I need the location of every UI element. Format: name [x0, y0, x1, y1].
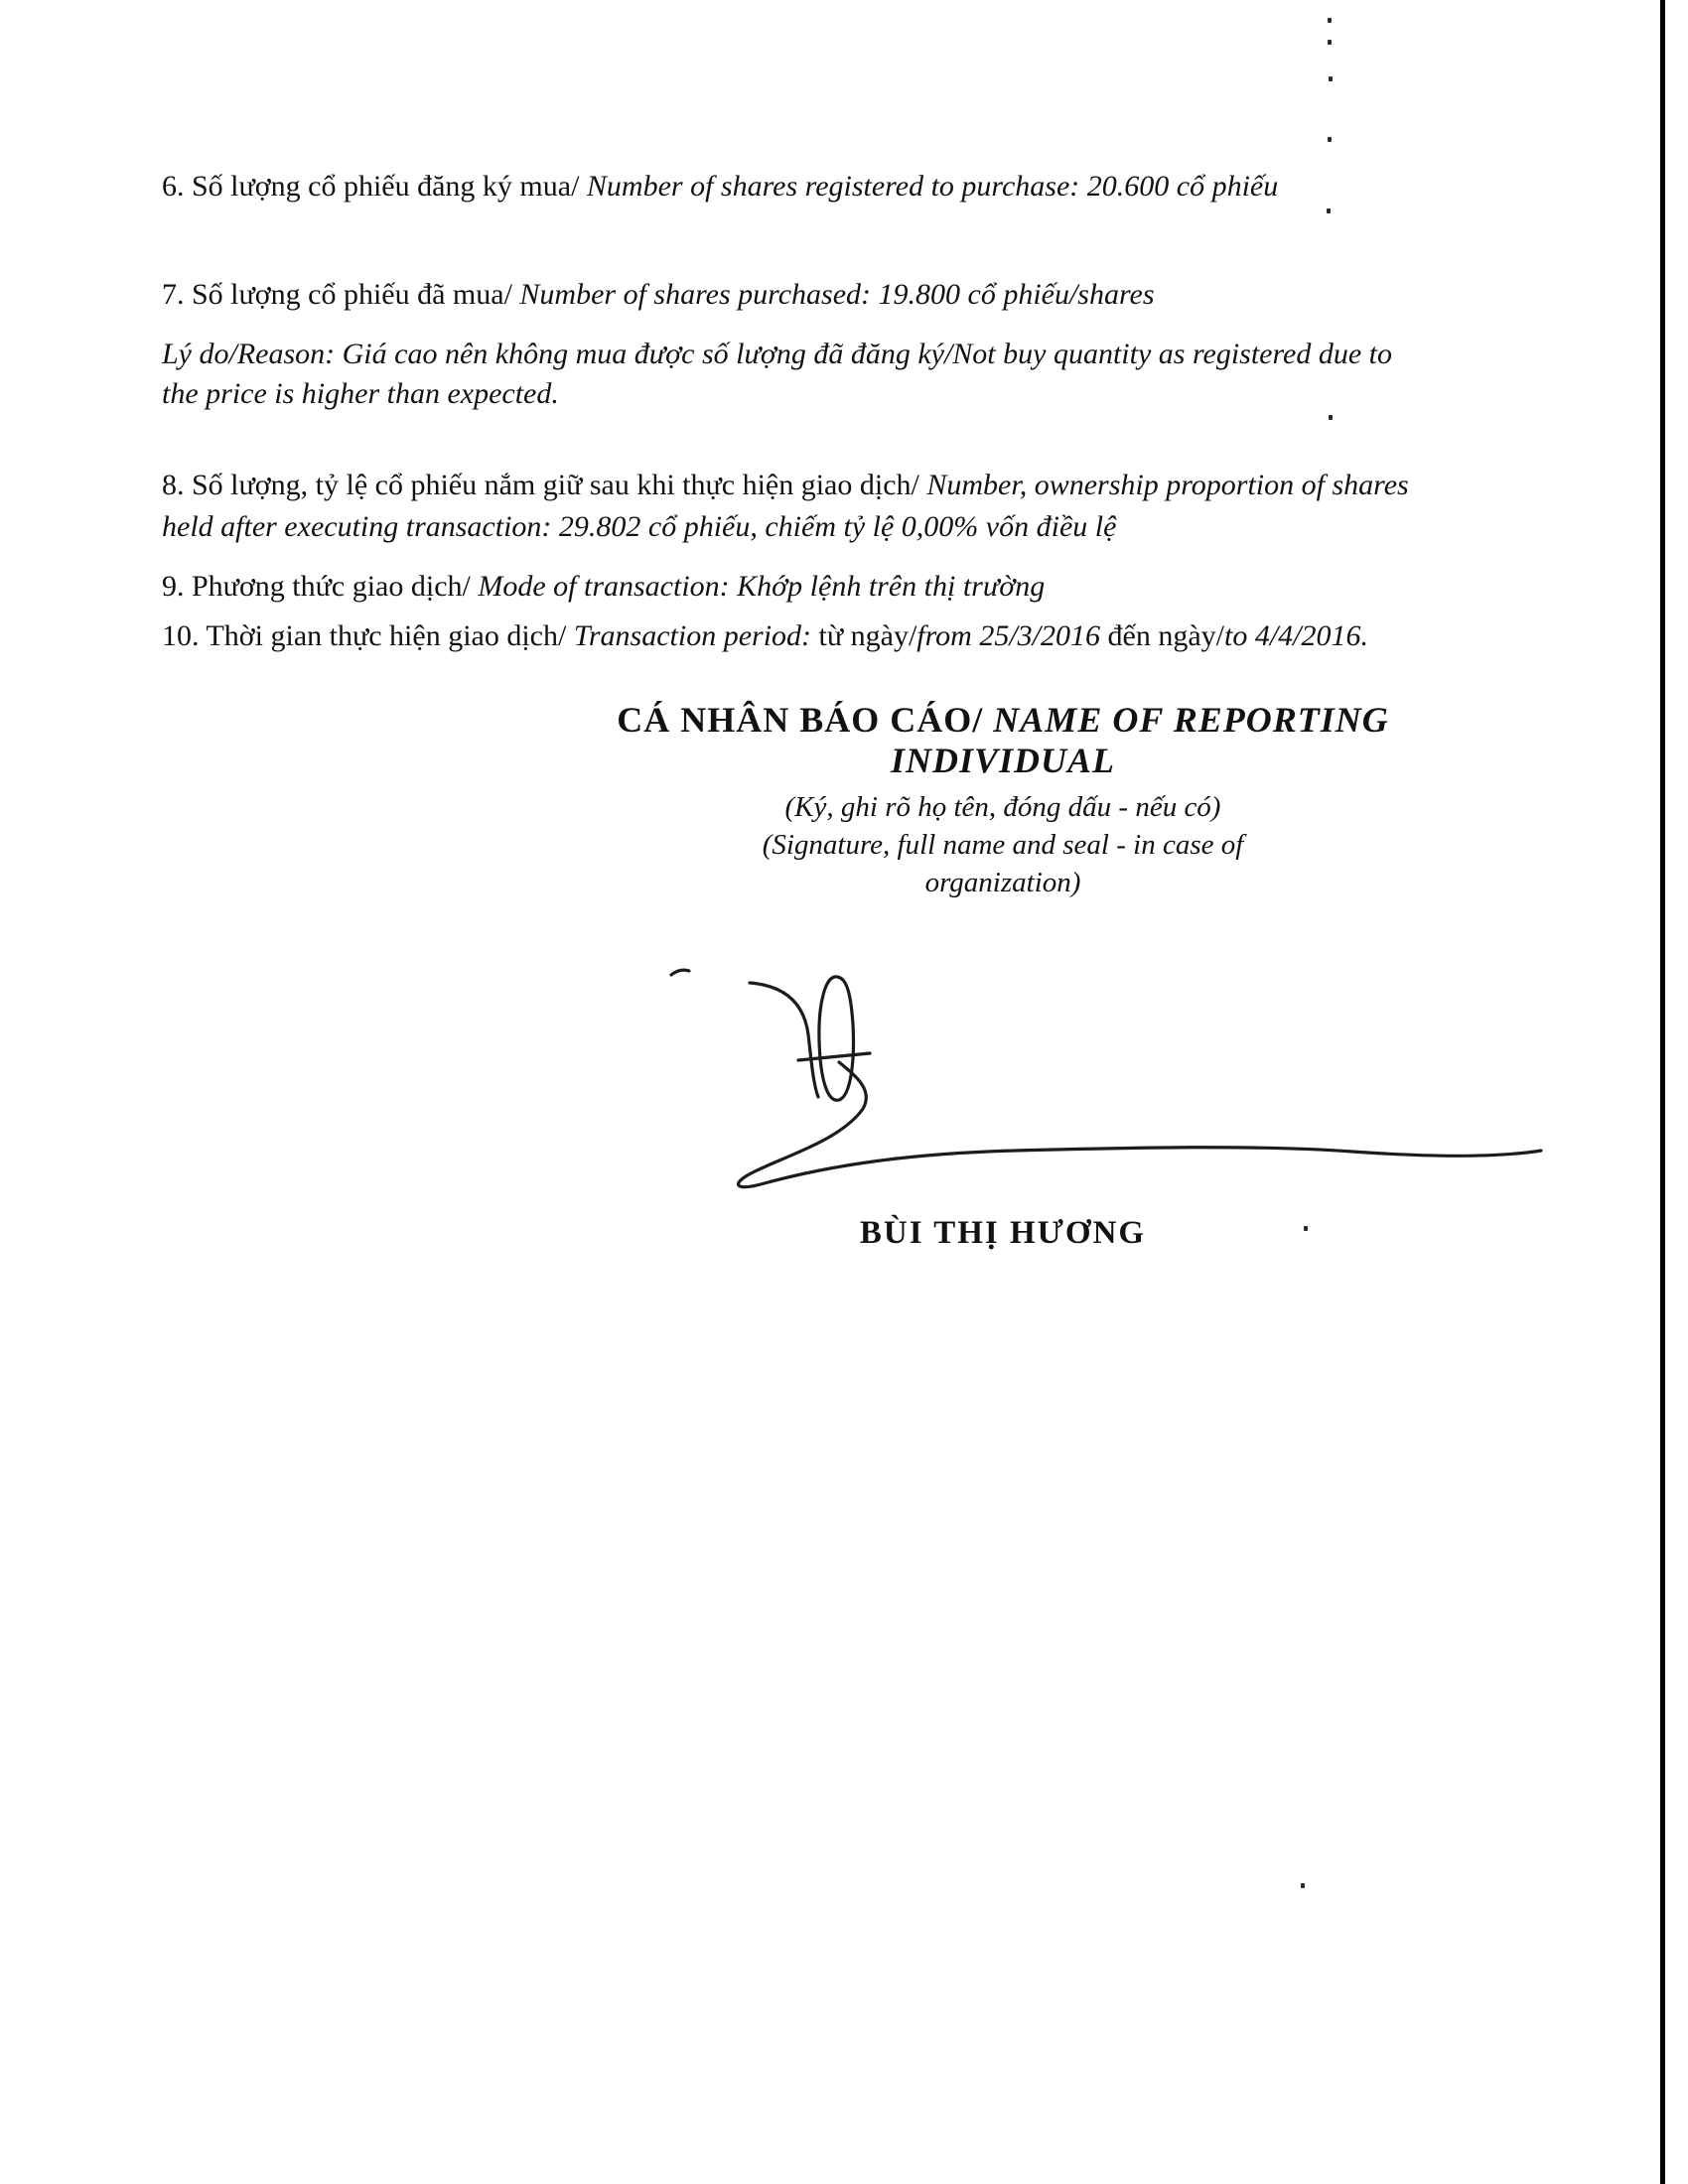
scan-edge-line	[1660, 0, 1665, 2184]
item-9-label-vi: 9. Phương thức giao dịch/	[162, 570, 479, 603]
scan-speck	[1301, 1883, 1305, 1888]
scan-speck	[1327, 208, 1331, 213]
title-en: NAME OF REPORTING	[993, 700, 1389, 740]
title-vi: CÁ NHÂN BÁO CÁO/	[617, 700, 994, 740]
scan-speck	[1328, 40, 1332, 45]
item-10-to-vi: đến ngày/	[1107, 619, 1224, 652]
signature-stroke	[819, 977, 854, 1100]
item-6-label-vi: 6. Số lượng cổ phiếu đăng ký mua/	[162, 170, 587, 203]
signer-name: BÙI THỊ HƯƠNG	[859, 1215, 1147, 1251]
scan-speck	[1304, 1226, 1308, 1231]
signature-stroke	[750, 983, 818, 1097]
scan-speck	[1329, 415, 1333, 420]
item-10-from-vi: từ ngày/	[818, 619, 917, 652]
item-6-label-en: Number of shares registered to purchase: 20.600 cổ phiếu	[586, 170, 1279, 203]
item-7-label-vi: 7. Số lượng cổ phiếu đã mua/	[162, 278, 520, 311]
signature-stroke	[739, 1062, 1541, 1187]
reason-line-1: Lý do/Reason: Giá cao nên không mua được số lượng đã đăng ký/Not buy quantity as registered due to	[162, 338, 1393, 370]
reason-line-2: the price is higher than expected.	[162, 377, 559, 410]
item-10-to-date: to 4/4/2016.	[1223, 619, 1368, 652]
item-10-label-en1: Transaction period:	[573, 619, 819, 652]
handwritten-signature	[556, 943, 1569, 1201]
reporting-individual-title-line-1	[308, 699, 1688, 741]
item-8-label-vi: 8. Số lượng, tỷ lệ cổ phiếu nắm giữ sau khi thực hiện giao dịch/	[162, 469, 927, 501]
item-10-label-vi: 10. Thời gian thực hiện giao dịch/	[162, 619, 574, 652]
signature-note-line-2: (Signature, full name and seal - in case of	[762, 829, 1244, 861]
signature-note-line-1: (Ký, ghi rõ họ tên, đóng dấu - nếu có)	[784, 791, 1221, 823]
scan-speck	[1328, 137, 1332, 142]
signature-stroke	[671, 970, 689, 975]
item-8-label-en1: Number, ownership proportion of shares	[926, 469, 1409, 501]
scan-speck	[1329, 76, 1333, 81]
scan-speck	[1328, 18, 1332, 23]
item-10-from-date: from 25/3/2016	[916, 619, 1108, 652]
item-9-label-en: Mode of transaction: Khớp lệnh trên thị trường	[478, 570, 1046, 603]
item-7-label-en: Number of shares purchased: 19.800 cổ phiếu/shares	[519, 278, 1155, 311]
signature-note-line-3: organization)	[924, 867, 1081, 898]
item-8-line-2: held after executing transaction: 29.802 cổ phiếu, chiếm tỷ lệ 0,00% vốn điều lệ	[162, 510, 1117, 543]
reporting-individual-title-line-2: INDIVIDUAL	[890, 741, 1116, 780]
